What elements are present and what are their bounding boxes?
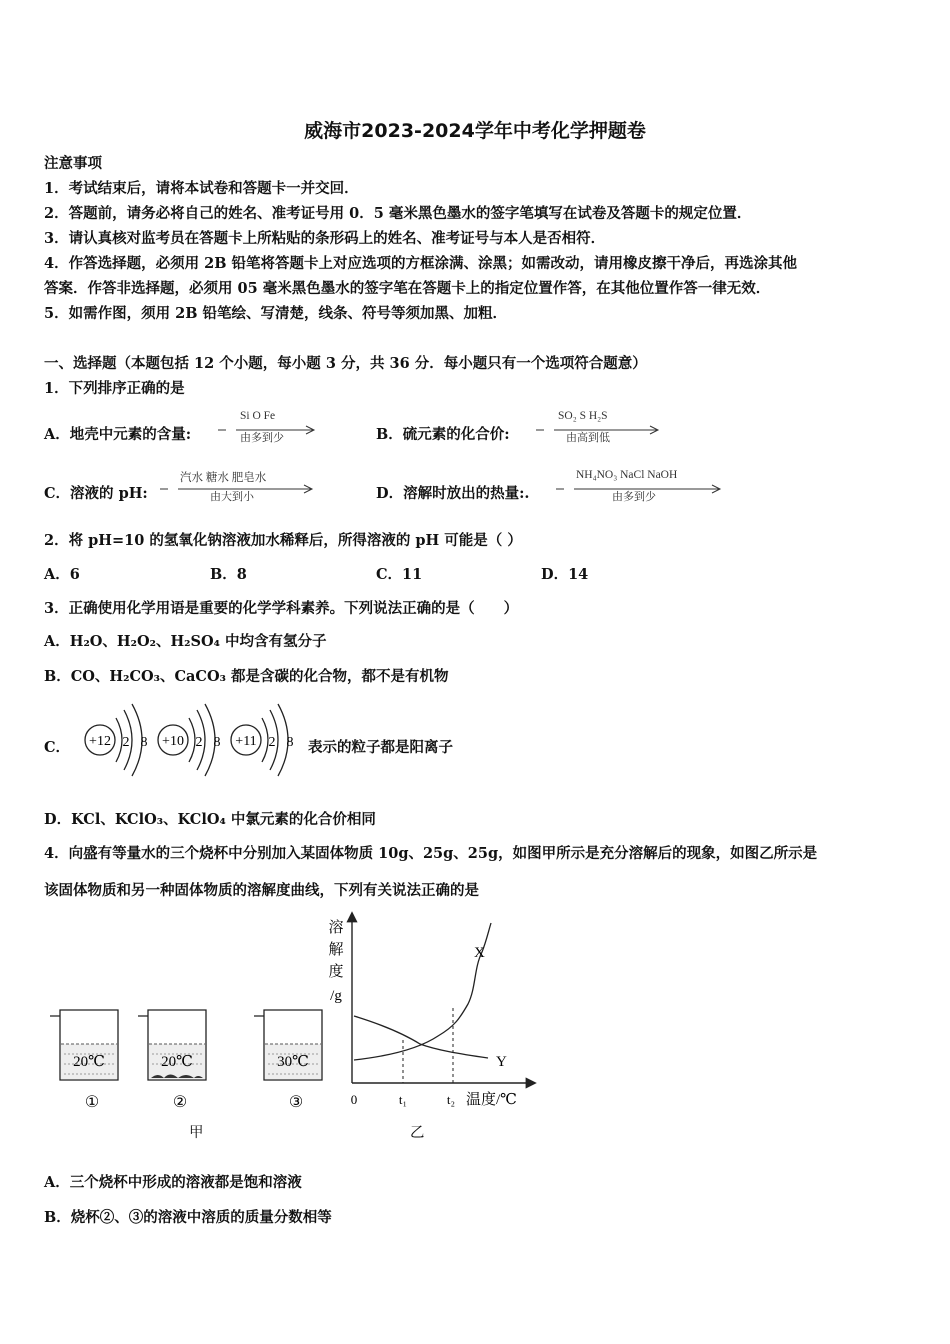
arrow-bottom-text: 由高到低 <box>566 431 610 444</box>
y-axis-label-char: 度 <box>328 964 344 980</box>
shell-electrons: 8 <box>286 735 294 750</box>
x-axis-label: 温度/℃ <box>466 1092 517 1108</box>
q3-option-b: B．CO、H₂CO₃、CaCO₃ 都是含碳的化合物，都不是有机物 <box>44 668 449 685</box>
curve-x-line <box>354 923 491 1060</box>
y-axis-label-char: /g <box>330 988 342 1004</box>
x-tick-t1: t₁ <box>398 1092 408 1107</box>
beaker <box>138 1010 206 1111</box>
shell-electrons: 2 <box>268 735 276 750</box>
q4-stem: 该固体物质和另一种固体物质的溶解度曲线，下列有关说法正确的是 <box>44 882 479 899</box>
arrow-top-text: NH₄NO₃ NaCl NaOH <box>576 469 678 481</box>
q4-option-a: A．三个烧杯中形成的溶液都是饱和溶液 <box>44 1174 302 1191</box>
page-title: 威海市2023-2024学年中考化学押题卷 <box>304 120 646 142</box>
beaker-temp: 20℃ <box>161 1054 193 1070</box>
arrow-top-text: 汽水 糖水 肥皂水 <box>180 472 267 484</box>
arrow-bottom-text: 由大到小 <box>210 490 254 503</box>
y-axis-label-char: 溶 <box>328 920 344 936</box>
arrow-bottom-text: 由多到少 <box>612 490 656 503</box>
beakers-figure <box>44 1008 334 1138</box>
shell-electrons: 8 <box>213 735 221 750</box>
figure-jia-caption: 甲 <box>189 1125 204 1141</box>
q3-option-d: D．KCl、KClO₃、KClO₄ 中氯元素的化合价相同 <box>44 811 376 828</box>
x-tick-t2: t₂ <box>446 1092 456 1107</box>
ion-structure-diagrams <box>80 700 310 780</box>
notice-item: 5．如需作图，须用 2B 铅笔绘、写清楚，线条、符号等须加黑、加粗． <box>44 305 508 322</box>
notice-item: 3．请认真核对监考员在答题卡上所粘贴的条形码上的姓名、准考证号与本人是否相符． <box>44 230 606 247</box>
notice-item: 2．答题前，请务必将自己的姓名、准考证号用 0．5 毫米黑色墨水的签字笔填写在试卷及答题卡的规定位置． <box>44 205 752 222</box>
beaker-temp: 30℃ <box>277 1054 309 1070</box>
q4-option-b: B．烧杯②、③的溶液中溶质的质量分数相等 <box>44 1209 332 1226</box>
beaker-label: ① <box>84 1094 100 1111</box>
notice-item: 4．作答选择题，必须用 2B 铅笔将答题卡上对应选项的方框涂满、涂黑；如需改动，请用橡皮擦干净后，再选涂其他 <box>44 255 798 272</box>
beaker-label: ② <box>172 1094 188 1111</box>
beaker-label: ③ <box>288 1094 304 1111</box>
beaker-temp: 20℃ <box>73 1054 105 1070</box>
q2-option: A．6 <box>44 566 80 583</box>
arrow-bottom-text: 由多到少 <box>240 431 284 444</box>
ion-diagram <box>85 704 148 776</box>
notice-heading: 注意事项 <box>44 155 102 172</box>
notice-item: 1．考试结束后，请将本试卷和答题卡一并交回． <box>44 180 359 197</box>
y-axis-label-char: 解 <box>328 942 344 958</box>
q1-option-b: B．硫元素的化合价: <box>376 426 510 443</box>
shell-electrons: 8 <box>140 735 148 750</box>
section-heading: 一、选择题（本题包括 12 个小题，每小题 3 分，共 36 分．每小题只有一个选项符合题意） <box>44 355 647 372</box>
q3-option-c-label: C． <box>44 739 71 756</box>
curve-y-label: Y <box>496 1054 507 1070</box>
curve-x-label: X <box>474 945 485 961</box>
q3-option-c-text: 表示的粒子都是阳离子 <box>308 739 453 756</box>
q2-option: B．8 <box>210 566 247 583</box>
q1-option-d: D．溶解时放出的热量:. <box>376 485 530 502</box>
curve-y-line <box>354 1016 488 1058</box>
shell-electrons: 2 <box>195 735 203 750</box>
solubility-chart <box>320 908 540 1114</box>
q4-stem: 4．向盛有等量水的三个烧杯中分别加入某固体物质 10g、25g、25g，如图甲所示是充分溶解后的现象，如图乙所示是 <box>44 845 818 862</box>
q1-stem: 1．下列排序正确的是 <box>44 380 185 397</box>
arrow-top-text: Si O Fe <box>240 410 276 422</box>
shell-arc <box>116 718 122 762</box>
q1-option-c: C．溶液的 pH: <box>44 485 148 502</box>
notice-item: 答案．作答非选择题，必须用 05 毫米黑色墨水的签字笔在答题卡上的指定位置作答，在其他位置作答一律无效． <box>44 280 771 297</box>
nucleus-charge: +11 <box>235 734 257 749</box>
figure-yi-caption: 乙 <box>410 1125 425 1141</box>
q2-option: C．11 <box>376 566 423 583</box>
q2-stem: 2．将 pH=10 的氢氧化钠溶液加水稀释后，所得溶液的 pH 可能是（ ） <box>44 532 522 549</box>
nucleus-charge: +10 <box>162 734 184 749</box>
q3-stem: 3．正确使用化学用语是重要的化学学科素养。下列说法正确的是（ ） <box>44 600 519 617</box>
beaker <box>254 1010 322 1111</box>
nucleus-charge: +12 <box>89 734 111 749</box>
shell-arc <box>262 718 268 762</box>
arrow-top-text: SO₂ S H₂S <box>558 410 608 422</box>
q3-option-a: A．H₂O、H₂O₂、H₂SO₄ 中均含有氢分子 <box>44 633 327 650</box>
shell-electrons: 2 <box>122 735 130 750</box>
ion-diagram <box>158 704 221 776</box>
x-tick-origin: 0 <box>350 1092 358 1107</box>
q1-option-a: A．地壳中元素的含量: <box>44 426 192 443</box>
q2-option: D．14 <box>541 566 589 583</box>
beaker <box>50 1010 118 1111</box>
shell-arc <box>189 718 195 762</box>
ion-diagram <box>231 704 294 776</box>
